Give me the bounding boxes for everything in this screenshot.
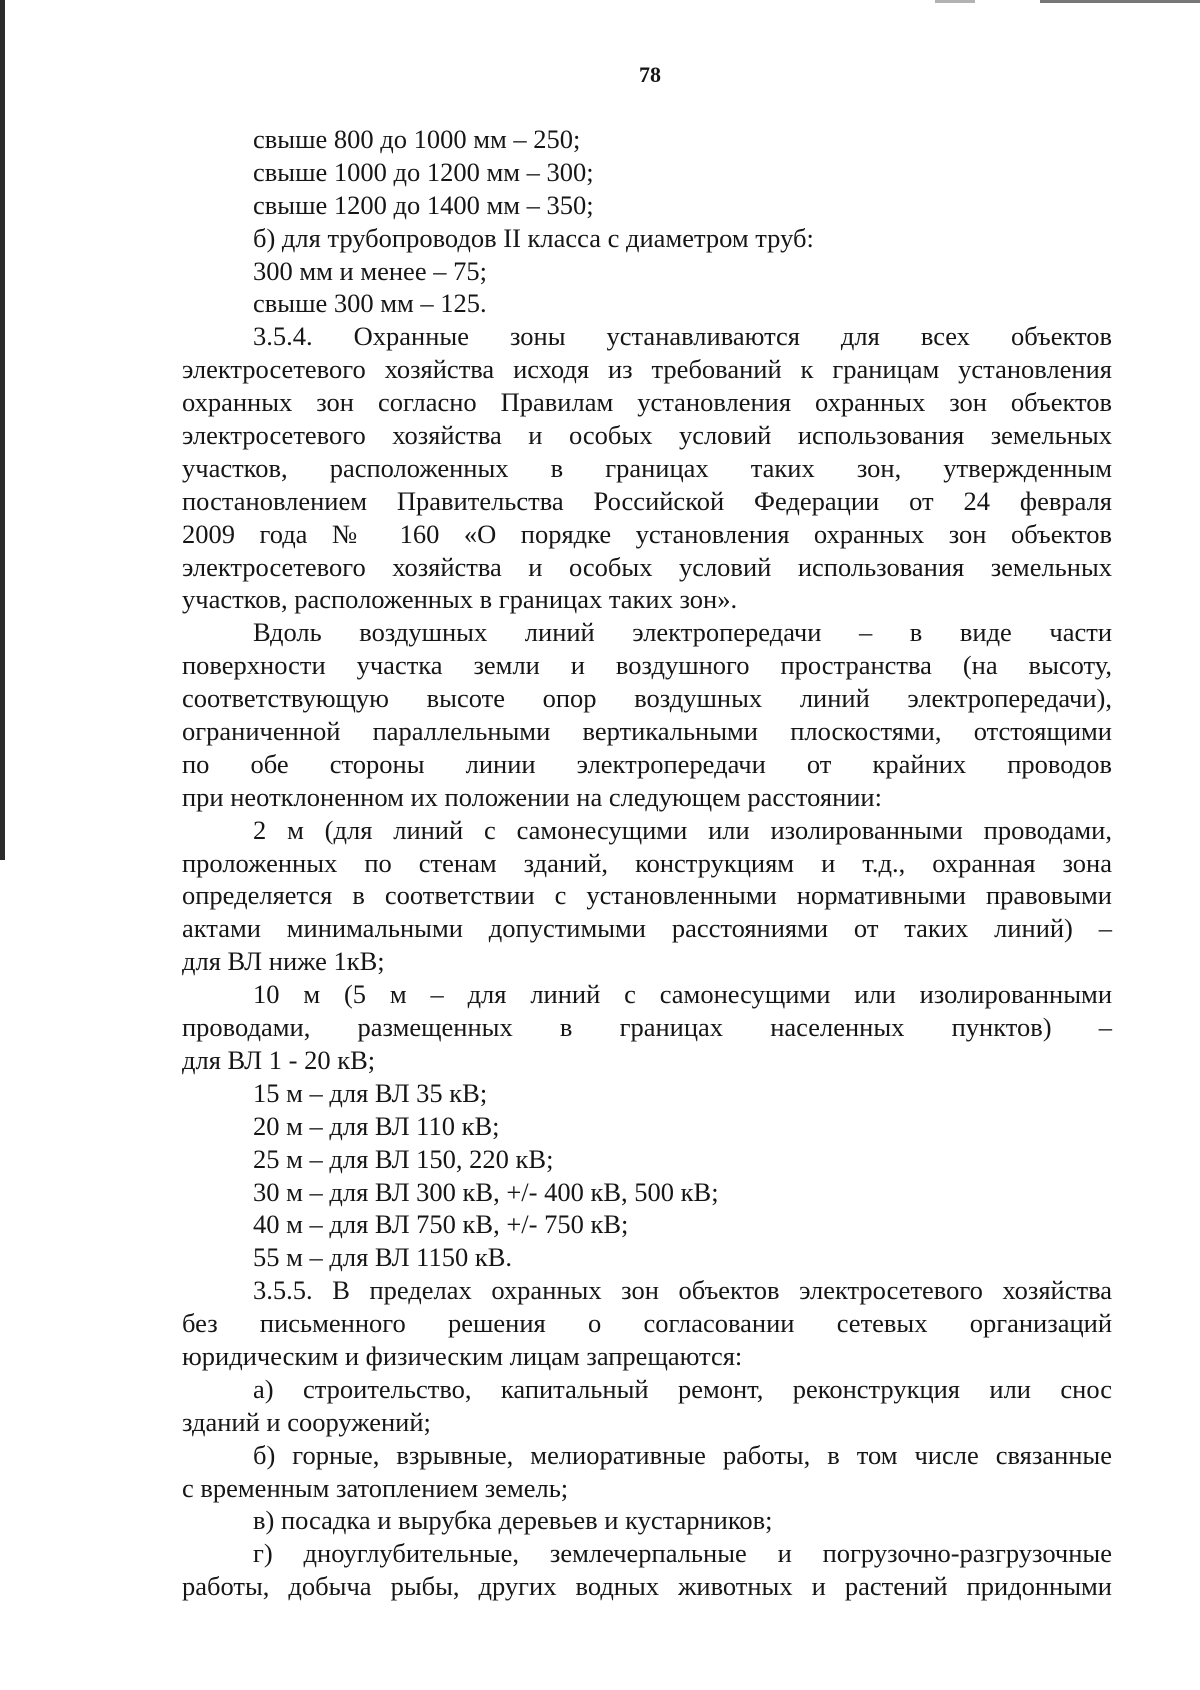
text-line: юридическим и физическим лицам запрещаются: — [182, 1340, 743, 1371]
text-line: актами минимальными допустимыми расстояниями от таких линий) – — [182, 913, 1112, 944]
text-line: в) посадка и вырубка деревьев и кустарников; — [253, 1505, 773, 1536]
text-line: участков, расположенных в границах таких зон». — [182, 584, 738, 615]
text-line: электросетевого хозяйства и особых условий использования земельных — [182, 420, 1112, 451]
text-line: постановлением Правительства Российской Федерации от 24 февраля — [182, 485, 1112, 516]
text-line: соответствующую высоте опор воздушных линий электропередачи), — [182, 683, 1112, 714]
text-line: б) горные, взрывные, мелиоративные работы, в том числе связанные — [253, 1439, 1112, 1470]
text-line: для ВЛ 1 - 20 кВ; — [182, 1044, 376, 1075]
text-line: 300 мм и менее – 75; — [253, 255, 487, 286]
text-line: 10 м (5 м – для линий с самонесущими или изолированными — [253, 979, 1112, 1010]
text-line: г) дноуглубительные, землечерпальные и погрузочно-разгрузочные — [253, 1538, 1112, 1569]
text-line: для ВЛ ниже 1кВ; — [182, 946, 385, 977]
text-line: определяется в соответствии с установленными нормативными правовыми — [182, 880, 1112, 911]
text-line: 15 м – для ВЛ 35 кВ; — [253, 1077, 488, 1108]
text-line: проложенных по стенам зданий, конструкциям и т.д., охранная зона — [182, 847, 1112, 878]
page-number: 78 — [639, 62, 661, 87]
text-line: без письменного решения о согласовании сетевых организаций — [182, 1308, 1112, 1339]
text-line: 2009 года № 160 «О порядке установления охранных зон объектов — [182, 518, 1112, 549]
text-line: при неотклоненном их положении на следующем расстоянии: — [182, 781, 882, 812]
text-line: охранных зон согласно Правилам установления охранных зон объектов — [182, 387, 1112, 418]
text-line: электросетевого хозяйства исходя из требований к границам установления — [182, 354, 1112, 385]
scan-mark — [935, 0, 975, 3]
text-line: зданий и сооружений; — [182, 1406, 431, 1437]
text-line: работы, добыча рыбы, других водных животных и растений придонными — [182, 1571, 1112, 1602]
text-line: ограниченной параллельными вертикальными плоскостями, отстоящими — [182, 716, 1112, 747]
text-line: свыше 800 до 1000 мм – 250; — [253, 124, 581, 154]
text-line: 30 м – для ВЛ 300 кВ, +/- 400 кВ, 500 кВ; — [253, 1176, 719, 1207]
text-line: по обе стороны линии электропередачи от крайних проводов — [182, 748, 1112, 779]
text-line: б) для трубопроводов II класса с диаметром труб: — [253, 222, 814, 253]
text-line: участков, расположенных в границах таких зон, утвержденным — [182, 452, 1112, 483]
text-line: с временным затоплением земель; — [182, 1472, 569, 1503]
text-line: 55 м – для ВЛ 1150 кВ. — [253, 1242, 512, 1273]
text-line: 3.5.4. Охранные зоны устанавливаются для всех объектов — [253, 321, 1112, 352]
text-line: свыше 1000 до 1200 мм – 300; — [253, 156, 594, 187]
text-line: 20 м – для ВЛ 110 кВ; — [253, 1110, 500, 1141]
text-line: 3.5.5. В пределах охранных зон объектов электросетевого хозяйства — [253, 1275, 1112, 1306]
text-line: свыше 300 мм – 125. — [253, 288, 487, 319]
text-line: 25 м – для ВЛ 150, 220 кВ; — [253, 1143, 554, 1174]
text-line: а) строительство, капитальный ремонт, реконструкция или снос — [253, 1373, 1112, 1404]
text-line: электросетевого хозяйства и особых условий использования земельных — [182, 551, 1112, 582]
text-line: проводами, размещенных в границах населенных пунктов) – — [182, 1012, 1112, 1043]
text-line: 2 м (для линий с самонесущими или изолированными проводами, — [253, 814, 1112, 845]
text-line: Вдоль воздушных линий электропередачи – в виде части — [253, 617, 1112, 648]
scan-edge — [0, 0, 5, 860]
text-line: свыше 1200 до 1400 мм – 350; — [253, 189, 594, 220]
text-line: 40 м – для ВЛ 750 кВ, +/- 750 кВ; — [253, 1209, 629, 1240]
scan-mark — [1040, 0, 1200, 3]
document-body — [182, 123, 1112, 1603]
text-line: поверхности участка земли и воздушного пространства (на высоту, — [182, 650, 1112, 681]
